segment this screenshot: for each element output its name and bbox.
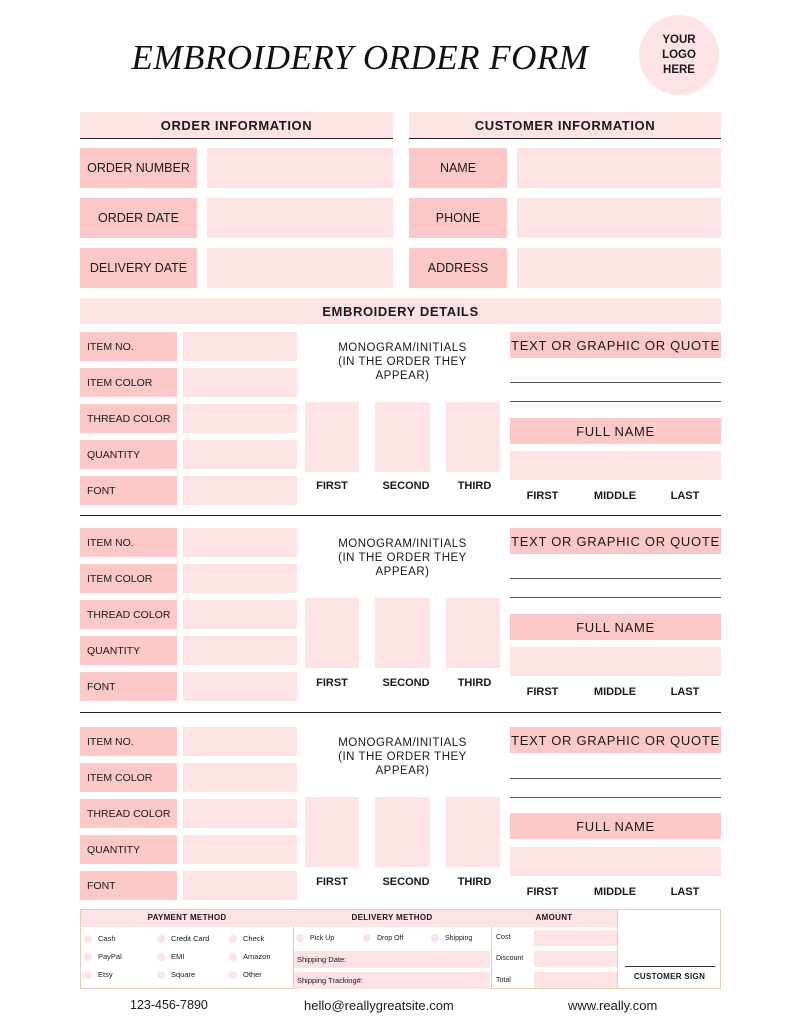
radio-dot-icon: [157, 935, 165, 943]
name-middle-label: MIDDLE: [593, 490, 637, 502]
payment-option-etsy[interactable]: Etsy: [84, 970, 113, 979]
monogram-third-label: THIRD: [457, 876, 492, 888]
radio-dot-icon: [229, 935, 237, 943]
cost-field[interactable]: [534, 930, 617, 946]
monogram-second-box[interactable]: [375, 598, 430, 668]
radio-dot-icon: [84, 935, 92, 943]
text-line[interactable]: [510, 597, 721, 598]
payment-option-cash[interactable]: Cash: [84, 934, 116, 943]
monogram-first-box[interactable]: [305, 797, 359, 867]
item-no-label: ITEM NO.: [80, 332, 177, 361]
monogram-title: MONOGRAM/INITIALS (IN THE ORDER THEY APPEAR): [338, 342, 467, 382]
thread-color-field[interactable]: [183, 404, 297, 433]
payment-option-paypal[interactable]: PayPal: [84, 952, 122, 961]
full-name-field[interactable]: [510, 451, 721, 480]
item-color-label: ITEM COLOR: [80, 763, 177, 792]
name-middle-label: MIDDLE: [593, 886, 637, 898]
monogram-third-box[interactable]: [446, 402, 500, 472]
name-middle-label: MIDDLE: [593, 686, 637, 698]
radio-dot-icon: [229, 953, 237, 961]
monogram-third-box[interactable]: [446, 598, 500, 668]
full-name-header: FULL NAME: [510, 418, 721, 444]
font-field[interactable]: [183, 672, 297, 701]
thread-color-field[interactable]: [183, 600, 297, 629]
monogram-third-label: THIRD: [457, 480, 492, 492]
monogram-third-label: THIRD: [457, 677, 492, 689]
monogram-third-box[interactable]: [446, 797, 500, 867]
total-field[interactable]: [534, 972, 617, 988]
item-color-label: ITEM COLOR: [80, 368, 177, 397]
quantity-field[interactable]: [183, 636, 297, 665]
full-name-header: FULL NAME: [510, 614, 721, 640]
logo-placeholder: YOUR LOGO HERE: [639, 15, 719, 95]
name-label: NAME: [409, 148, 507, 188]
monogram-first-label: FIRST: [316, 876, 348, 888]
delivery-method-header: DELIVERY METHOD: [351, 913, 433, 922]
name-last-label: LAST: [670, 490, 700, 502]
monogram-title: MONOGRAM/INITIALS (IN THE ORDER THEY APPEAR): [338, 737, 467, 777]
form-title: EMBROIDERY ORDER FORM: [131, 38, 589, 77]
text-graphic-quote-header: TEXT OR GRAPHIC OR QUOTE: [510, 332, 721, 358]
monogram-second-label: SECOND: [382, 677, 430, 689]
order-information-header: ORDER INFORMATION: [80, 112, 393, 138]
monogram-second-label: SECOND: [382, 480, 430, 492]
order-number-label: ORDER NUMBER: [80, 148, 197, 188]
phone-field[interactable]: [517, 198, 721, 238]
footer-website[interactable]: www.really.com: [568, 998, 658, 1013]
text-line[interactable]: [510, 778, 721, 779]
payment-option-other[interactable]: Other: [229, 970, 262, 979]
font-label: FONT: [80, 871, 177, 900]
payment-option-emi[interactable]: EMI: [157, 952, 184, 961]
delivery-option-dropoff[interactable]: Drop Off: [363, 934, 403, 942]
shipping-date-field[interactable]: Shipping Date:: [294, 951, 490, 968]
item-color-label: ITEM COLOR: [80, 564, 177, 593]
monogram-second-box[interactable]: [375, 402, 430, 472]
delivery-option-shipping[interactable]: Shipping: [431, 934, 472, 942]
text-line[interactable]: [510, 401, 721, 402]
text-graphic-quote-header: TEXT OR GRAPHIC OR QUOTE: [510, 727, 721, 753]
signature-line[interactable]: [625, 966, 715, 967]
name-first-label: FIRST: [526, 686, 559, 698]
radio-dot-icon: [84, 971, 92, 979]
footer-phone: 123-456-7890: [130, 998, 208, 1012]
payment-method-header: PAYMENT METHOD: [147, 913, 227, 922]
payment-option-credit-card[interactable]: Credit Card: [157, 934, 209, 943]
full-name-field[interactable]: [510, 847, 721, 876]
payment-option-square[interactable]: Square: [157, 970, 195, 979]
quantity-label: QUANTITY: [80, 636, 177, 665]
payment-option-amazon[interactable]: Amazon: [229, 952, 271, 961]
quantity-label: QUANTITY: [80, 835, 177, 864]
discount-label: Discount: [496, 955, 524, 962]
thread-color-label: THREAD COLOR: [80, 799, 177, 828]
payment-option-check[interactable]: Check: [229, 934, 264, 943]
item-color-field[interactable]: [183, 763, 297, 792]
font-label: FONT: [80, 476, 177, 505]
name-first-label: FIRST: [526, 490, 559, 502]
full-name-field[interactable]: [510, 647, 721, 676]
radio-dot-icon: [363, 934, 371, 942]
item-no-field[interactable]: [183, 332, 297, 361]
item-color-field[interactable]: [183, 564, 297, 593]
order-date-label: ORDER DATE: [80, 198, 197, 238]
monogram-second-label: SECOND: [382, 876, 430, 888]
customer-sign-label: CUSTOMER SIGN: [633, 972, 706, 981]
order-number-field[interactable]: [207, 148, 393, 188]
customer-information-header: CUSTOMER INFORMATION: [409, 112, 721, 138]
thread-color-label: THREAD COLOR: [80, 404, 177, 433]
radio-dot-icon: [157, 953, 165, 961]
font-field[interactable]: [183, 871, 297, 900]
font-label: FONT: [80, 672, 177, 701]
name-first-label: FIRST: [526, 886, 559, 898]
divider: [80, 712, 721, 713]
divider: [80, 515, 721, 516]
radio-dot-icon: [229, 971, 237, 979]
name-last-label: LAST: [670, 686, 700, 698]
font-field[interactable]: [183, 476, 297, 505]
quantity-field[interactable]: [183, 835, 297, 864]
address-field[interactable]: [517, 248, 721, 288]
name-last-label: LAST: [670, 886, 700, 898]
radio-dot-icon: [157, 971, 165, 979]
monogram-first-label: FIRST: [316, 480, 348, 492]
embroidery-details-header: EMBROIDERY DETAILS: [80, 298, 721, 324]
item-no-label: ITEM NO.: [80, 727, 177, 756]
quantity-field[interactable]: [183, 440, 297, 469]
item-no-label: ITEM NO.: [80, 528, 177, 557]
radio-dot-icon: [431, 934, 439, 942]
radio-dot-icon: [84, 953, 92, 961]
thread-color-label: THREAD COLOR: [80, 600, 177, 629]
divider: [80, 138, 393, 139]
address-label: ADDRESS: [409, 248, 507, 288]
monogram-first-box[interactable]: [305, 402, 359, 472]
order-date-field[interactable]: [207, 198, 393, 238]
text-line[interactable]: [510, 797, 721, 798]
text-line[interactable]: [510, 382, 721, 383]
amount-header: AMOUNT: [535, 913, 573, 922]
quantity-label: QUANTITY: [80, 440, 177, 469]
delivery-date-field[interactable]: [207, 248, 393, 288]
item-color-field[interactable]: [183, 368, 297, 397]
radio-dot-icon: [296, 934, 304, 942]
text-line[interactable]: [510, 578, 721, 579]
monogram-first-box[interactable]: [305, 598, 359, 668]
text-graphic-quote-header: TEXT OR GRAPHIC OR QUOTE: [510, 528, 721, 554]
item-no-field[interactable]: [183, 727, 297, 756]
divider: [491, 927, 492, 988]
discount-field[interactable]: [534, 951, 617, 967]
divider: [409, 138, 721, 139]
phone-label: PHONE: [409, 198, 507, 238]
delivery-option-pickup[interactable]: Pick Up: [296, 934, 334, 942]
thread-color-field[interactable]: [183, 799, 297, 828]
total-label: Total: [496, 977, 511, 984]
item-no-field[interactable]: [183, 528, 297, 557]
full-name-header: FULL NAME: [510, 813, 721, 839]
cost-label: Cost: [496, 934, 511, 941]
delivery-date-label: DELIVERY DATE: [80, 248, 197, 288]
name-field[interactable]: [517, 148, 721, 188]
shipping-tracking-field[interactable]: Shipping Tracking#:: [294, 972, 490, 989]
footer-email[interactable]: hello@reallygreatsite.com: [304, 998, 454, 1013]
monogram-second-box[interactable]: [375, 797, 430, 867]
monogram-first-label: FIRST: [316, 677, 348, 689]
monogram-title: MONOGRAM/INITIALS (IN THE ORDER THEY APPEAR): [338, 538, 467, 578]
